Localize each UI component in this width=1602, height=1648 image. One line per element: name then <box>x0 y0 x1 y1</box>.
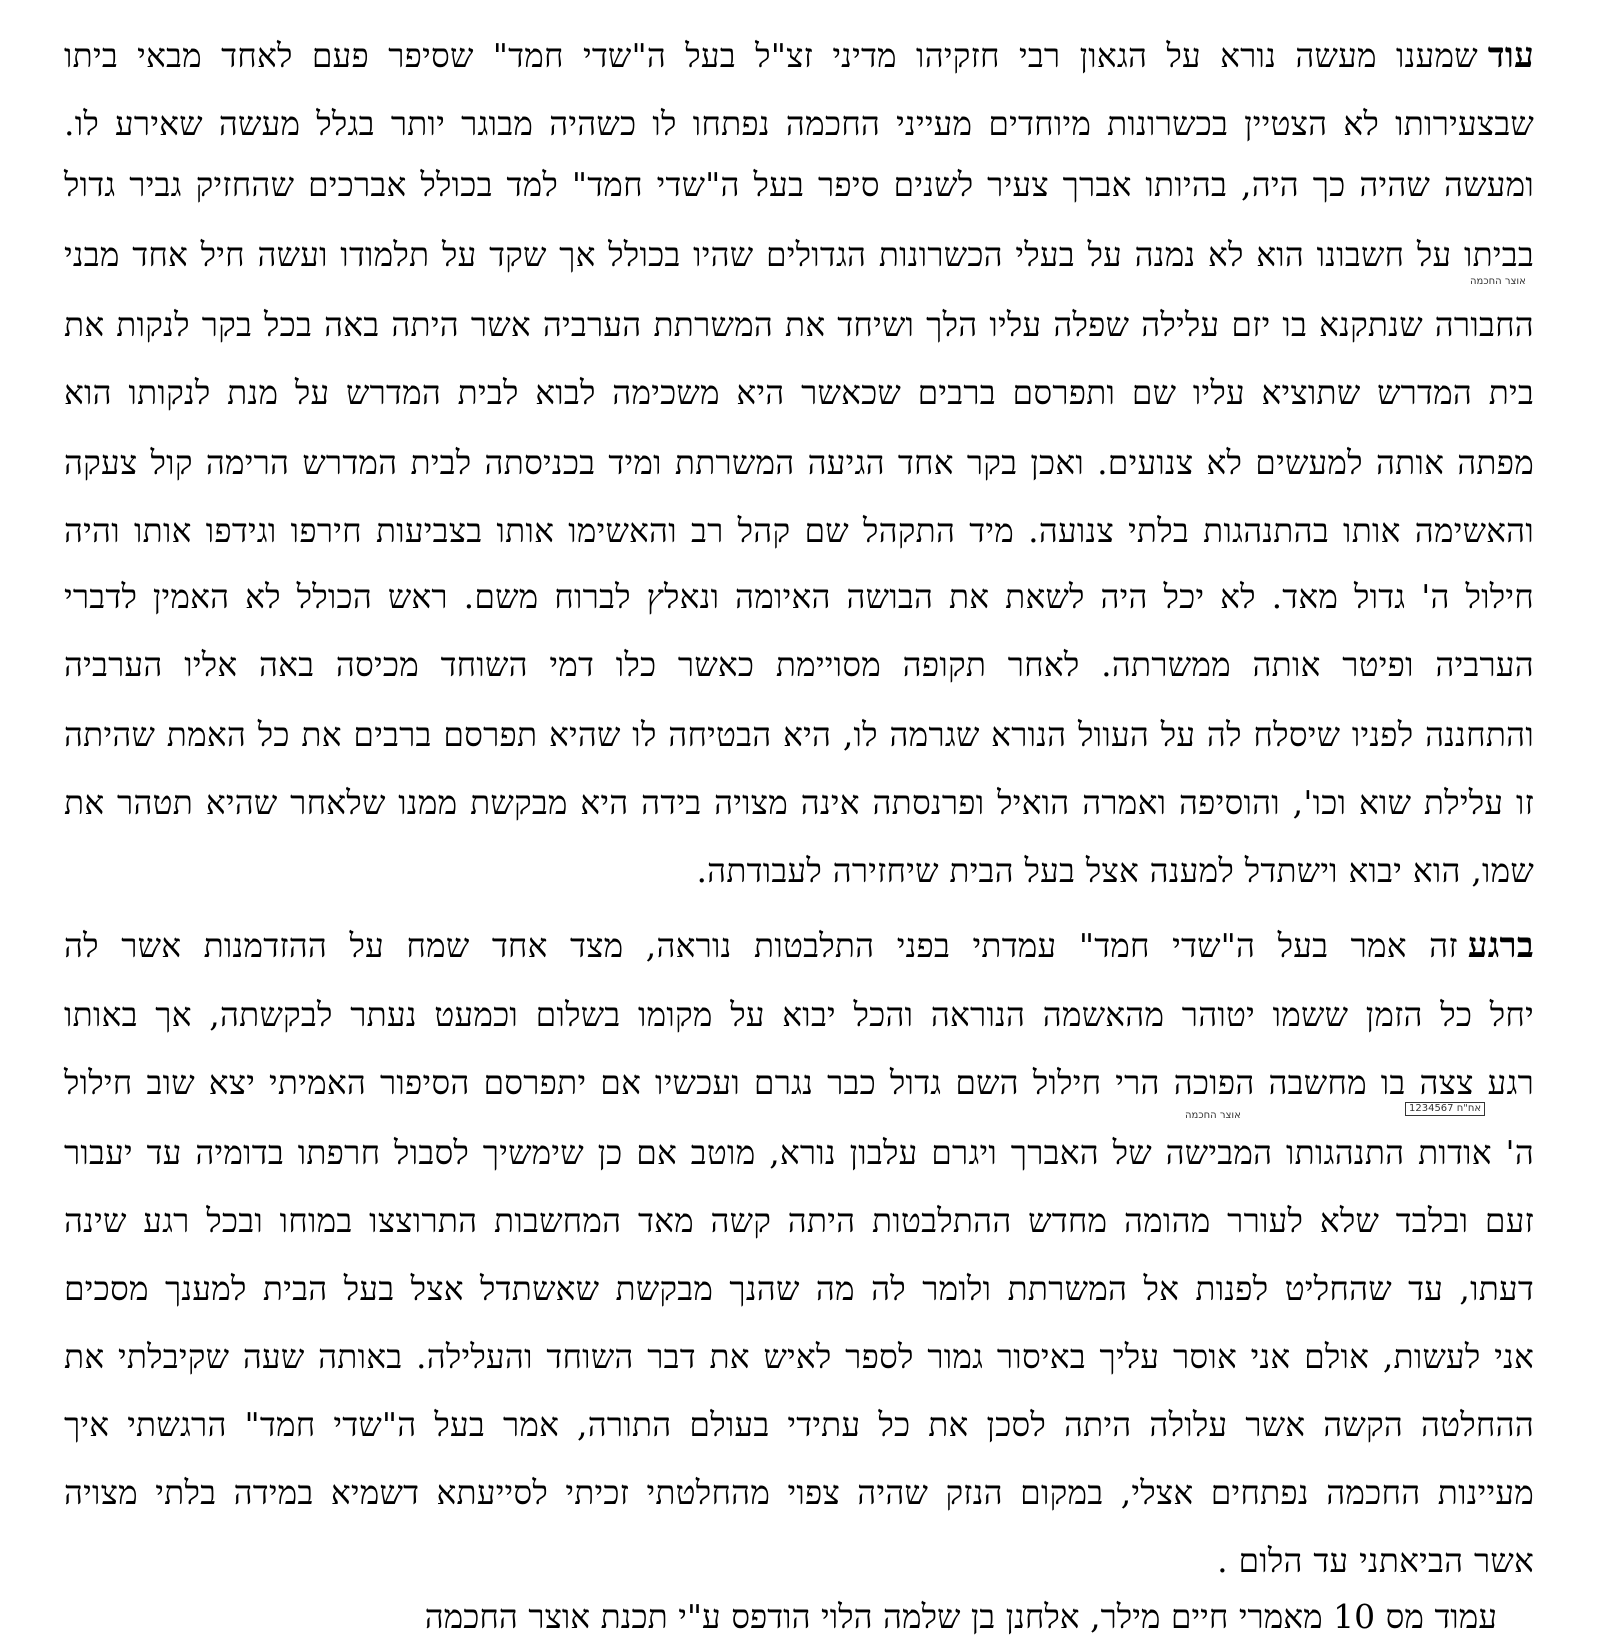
paragraph2-line-1 <box>64 924 1534 968</box>
paragraph1-line-7: מפתה אותה למעשים לא צנועים. ואכן בקר אחד הגיעה המשרתת ומיד בכניסתה לבית המדרש הרימה קול צעקה <box>64 443 1534 482</box>
paragraph1-line-1 <box>64 34 1534 78</box>
paragraph1-line-10: הערביה ופיטר אותה ממשרתה. לאחר תקופה מסויימת כאשר כלו דמי השוחד מכיסה באה אליו הערביה <box>64 645 1534 684</box>
paragraph1-line-5: החבורה שנתקנא בו יזם עלילה שפלה עליו הלך ושיחד את המשרתת הערביה אשר היתה באה בכל בקר לנקות את <box>64 305 1534 344</box>
paragraph1-line-1-text: שמענו מעשה נורא על הגאון רבי חזקיהו מדיני זצ"ל בעל ה"שדי חמד" שסיפר פעם לאחד מבאי ביתו <box>64 36 1478 75</box>
paragraph1-line-9: חילול ה' גדול מאד. לא יכל היה לשאת את הבושה האיומה ונאלץ לברוח משם. ראש הכולל לא האמין לדברי <box>64 577 1534 616</box>
paragraph2-line-10: אשר הביאתני עד הלום . <box>1217 1541 1534 1580</box>
watermark-stamp: אוצר החכמה <box>1470 276 1526 287</box>
paragraph1-line-3: ומעשה שהיה כך היה, בהיותו אברך צעיר לשנים סיפר בעל ה"שדי חמד" למד בכולל אברכים שהחזיק גביר גדול <box>64 165 1534 204</box>
paragraph1-line-4: בביתו על חשבונו הוא לא נמנה על בעלי הכשרונות הגדולים שהיו בכולל אך שקד על תלמודו ועשה חיל אחד מבני <box>64 235 1534 274</box>
paragraph1-line-11: והתחננה לפניו שיסלח לה על העוול הנורא שגרמה לו, היא הבטיחה לו שהיא תפרסם ברבים את כל האמת שהיתה <box>64 715 1534 754</box>
paragraph1-line-13: שמו, הוא יבוא וישתדל למענה אצל בעל הבית שיחזירה לעבודתה. <box>696 851 1534 890</box>
paragraph1-line-12: זו עלילת שוא וכו', והוסיפה ואמרה הואיל ופרנסתה אינה מצויה בידה היא מבקשת ממנו שלאחר שהיא תטהר את <box>64 783 1534 822</box>
paragraph2-line-1-text: זה אמר בעל ה"שדי חמד" עמדתי בפני התלבטות נוראה, מצד אחד שמח על ההזדמנות אשר לה <box>64 926 1458 965</box>
page-footer: עמוד מס 10 מאמרי חיים מילר, אלחנן בן שלמה הלוי הודפס ע"י תכנת אוצר החכמה <box>424 1597 1497 1636</box>
paragraph2-line-7: אני לעשות, אולם אני אוסר עליך באיסור גמור לספר לאיש את דבר השוחד והעלילה. באותה שעה שקיבלתי את <box>64 1337 1534 1376</box>
paragraph2-line-6: דעתו, עד שהחליט לפנות אל המשרתת ולומר לה מה שהנך מבקשת שאשתדל אצל בעל הבית למענך מסכים <box>64 1269 1534 1308</box>
paragraph1-lead-word: עוד <box>1487 35 1534 76</box>
paragraph2-line-8: ההחלטה הקשה אשר עלולה היתה לסכן את כל עתידי בעולם התורה, אמר בעל ה"שדי חמד" הרגשתי איך <box>64 1405 1534 1444</box>
paragraph1-line-8: והאשימה אותו בהתנהגות בלתי צנועה. מיד התקהל שם קהל רב והאשימו אותו בצביעות חירפו וגידפו אותו והיה <box>64 511 1534 550</box>
paragraph2-line-2: יחל כל הזמן ששמו יטוהר מהאשמה הנוראה והכל יבוא על מקומו בשלום וכמעט נעתר לבקשתה, אך באותו <box>64 995 1534 1034</box>
paragraph2-line-9: מעיינות החכמה נפתחים אצלי, במקום הנזק שהיה צפוי מהחלטתי זכיתי לסייעתא דשמיא במידה בלתי מצויה <box>64 1473 1534 1512</box>
paragraph2-line-5: זעם ובלבד שלא לעורר מהומה מחדש ההתלבטות היתה קשה מאד המחשבות התרוצצו במוחו ובכל רגע שינה <box>64 1201 1534 1240</box>
paragraph2-line-3: רגע צצה בו מחשבה הפוכה הרי חילול השם גדול כבר נגרם ועכשיו אם יתפרסם הסיפור האמיתי יצא שוב חילול <box>64 1063 1534 1102</box>
watermark-id-stamp: אח"ח 1234567 <box>1405 1102 1485 1116</box>
paragraph2-lead-word: ברגע <box>1467 925 1534 966</box>
paragraph1-line-2: שבצעירותו לא הצטיין בכשרונות מיוחדים מעייני החכמה נפתחו לו כשהיה מבוגר יותר בגלל מעשה שאירע לו. <box>64 104 1534 143</box>
paragraph2-line-4: ה' אודות התנהגותו המבישה של האברך ויגרם עלבון נורא, מוטב אם כן שימשיך לסבול חרפתו בדומיה עד יעבור <box>64 1133 1534 1172</box>
watermark-stamp: אוצר החכמה <box>1185 1110 1241 1121</box>
paragraph1-line-6: בית המדרש שתוציא עליו שם ותפרסם ברבים שכאשר היא משכימה לבוא לבית המדרש על מנת לנקותו הוא <box>64 373 1534 412</box>
